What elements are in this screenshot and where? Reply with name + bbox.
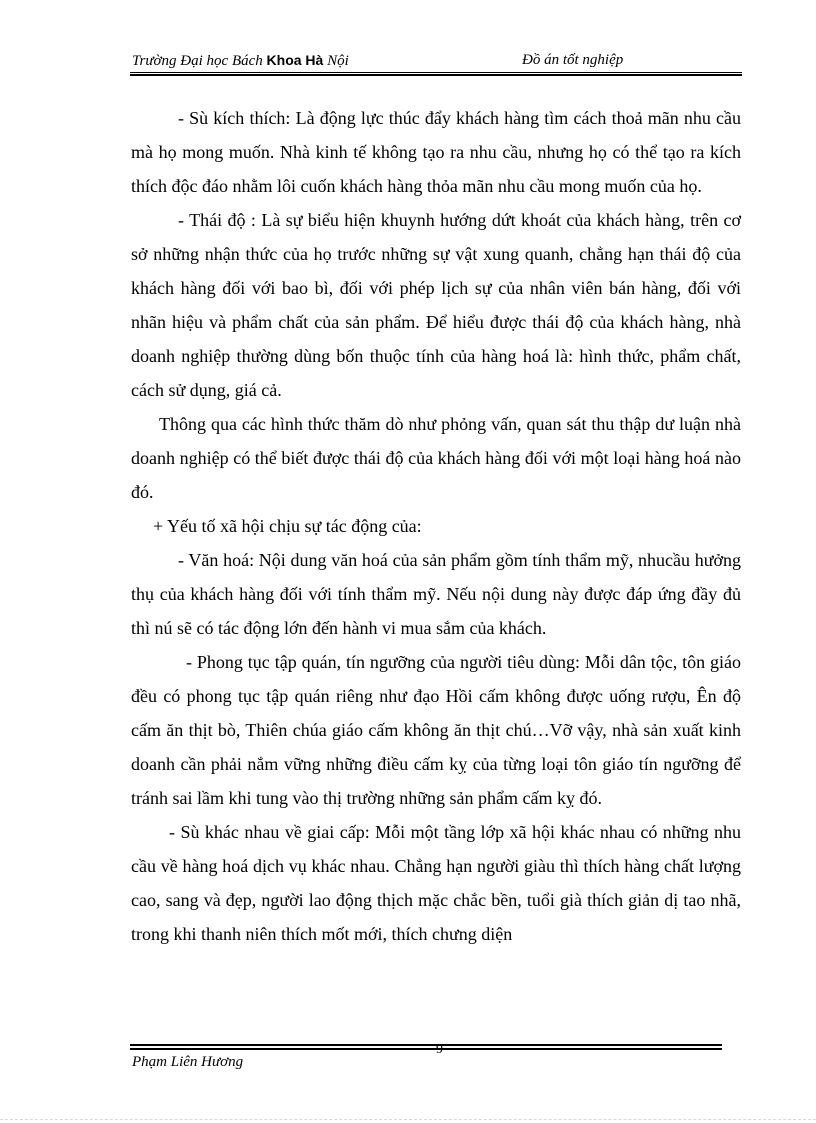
school-name-stamp: Khoa Hà — [266, 52, 324, 68]
paragraph-class: - Sù khác nhau về giai cấp: Mỗi một tầng lớp xã hội khác nhau có những nhu cầu về hàng hoá dịch vụ khác nhau. Chẳng hạn người giàu thì thích hàng chất lượng cao, sang và đẹp, người lao động thịch mặc chắc bền, tuổi già thích giản dị tao nhã, trong khi thanh niên thích mốt mới, thích chưng diện — [131, 822, 741, 944]
header-rule — [130, 72, 742, 76]
school-name — [132, 52, 349, 70]
author-name: Phạm Liên Hương — [132, 1054, 244, 1070]
paragraph-attitude: - Thái độ : Là sự biểu hiện khuynh hướng dứt khoát của khách hàng, trên cơ sở những nhận thức của họ trước những sự vật xung quanh, chẳng hạn thái độ của khách hàng đối với bao bì, đối với phép lịch sự của nhân viên bán hàng, đối với nhãn hiệu và phẩm chất của sản phẩm. Để hiểu được thái độ của khách hàng, nhà doanh nghiệp thường dùng bốn thuộc tính của hàng hoá là: hình thức, phẩm chất, cách sử dụng, giá cả. — [131, 210, 741, 400]
paragraph-social-factor: + Yếu tố xã hội chịu sự tác động của: — [153, 516, 422, 536]
document-body — [131, 101, 741, 951]
paragraph-culture: - Văn hoá: Nội dung văn hoá của sản phẩm gồm tính thẩm mỹ, nhucầu hưởng thụ của khách hàng đối với tính thẩm mỹ. Nếu nội dung này được đáp ứng đầy đủ thì nú sẽ có tác động lớn đến hành vi mua sắm của khách. — [131, 550, 741, 638]
page-edge-divider — [0, 1119, 816, 1120]
school-name-suffix: Nội — [323, 53, 349, 69]
paragraph-stimulus: - Sù kích thích: Là động lực thúc đẩy khách hàng tìm cách thoả mãn nhu cầu mà họ mong muốn. Nhà kinh tế không tạo ra nhu cầu, nhưng họ có thể tạo ra kích thích độc đáo nhằm lôi cuốn khách hàng thỏa mãn nhu cầu mong muốn của họ. — [131, 108, 741, 196]
page-number: 9 — [436, 1042, 443, 1057]
paragraph-survey: Thông qua các hình thức thăm dò như phỏng vấn, quan sát thu thập dư luận nhà doanh nghiệp có thể biết được thái độ của khách hàng đối với một loại hàng hoá nào đó. — [131, 414, 741, 502]
paragraph-customs: - Phong tục tập quán, tín ngưỡng của người tiêu dùng: Mỗi dân tộc, tôn giáo đều có phong tục tập quán riêng như đạo Hồi cấm không được uống rượu, Ên độ cấm ăn thịt bò, Thiên chúa giáo cấm không ăn thịt chú…Vỡ vậy, nhà sản xuất kinh doanh cần phải nắm vững những điều cấm kỵ của từng loại tôn giáo tín ngưỡng để tránh sai lầm khi tung vào thị trường những sản phẩm cấm kỵ đó. — [131, 652, 741, 808]
school-name-prefix: Trường Đại học Bách — [132, 53, 267, 69]
page-header — [130, 52, 742, 74]
document-type: Đồ án tốt nghiệp — [522, 52, 624, 68]
footer-rule — [130, 1044, 722, 1050]
